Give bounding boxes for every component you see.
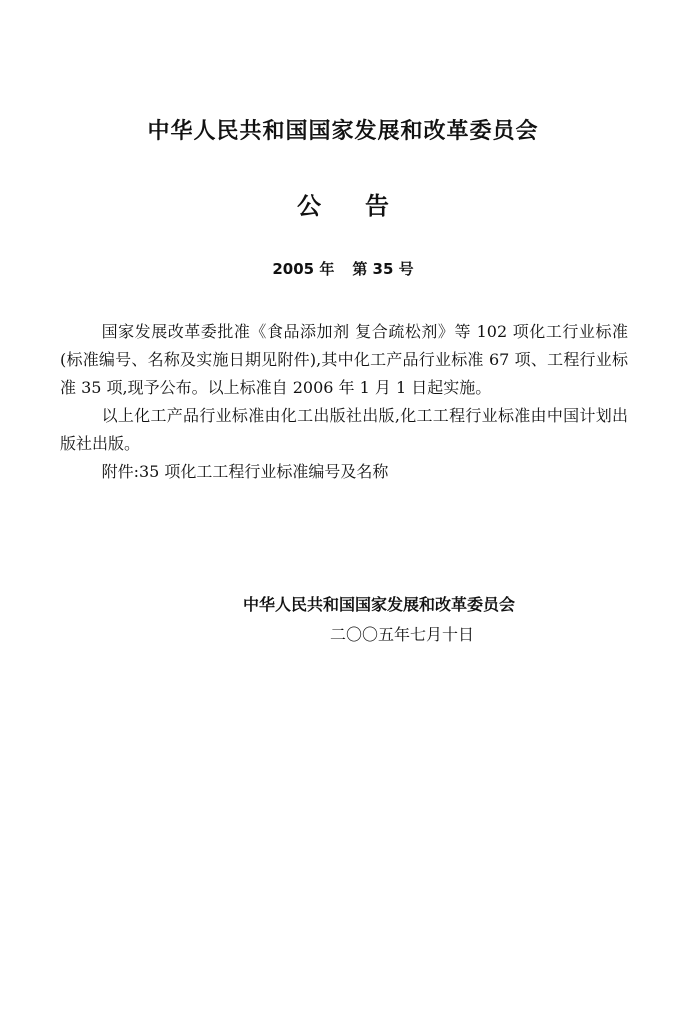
- document-year: 2005 年: [272, 260, 335, 278]
- body-paragraph: 以上化工产品行业标准由化工出版社出版,化工工程行业标准由中国计划出版社出版。: [60, 406, 628, 453]
- document-type-char-1: 公: [297, 192, 321, 220]
- body-paragraph: 国家发展改革委批准《食品添加剂 复合疏松剂》等 102 项化工行业标准(标准编号、名称及实施日期见附件),其中化工产品行业标准 67 项、工程行业标准 35 项,现予公布。以上标准自 2006 年 1 月 1 日起实施。: [60, 322, 628, 397]
- document-type-heading: [0, 186, 686, 221]
- announcement-body: [60, 318, 628, 486]
- attachment-note: 附件:35 项化工工程行业标准编号及名称: [101, 462, 389, 481]
- document-number: [0, 258, 686, 279]
- signature-block: [243, 590, 515, 650]
- issuing-organization-title: 中华人民共和国国家发展和改革委员会: [147, 119, 539, 144]
- signature-organization: 中华人民共和国国家发展和改革委员会: [243, 595, 516, 614]
- signature-date: 二〇〇五年七月十日: [330, 625, 475, 644]
- document-type-char-2: 告: [365, 192, 389, 220]
- document-serial-number: 第 35 号: [352, 260, 414, 278]
